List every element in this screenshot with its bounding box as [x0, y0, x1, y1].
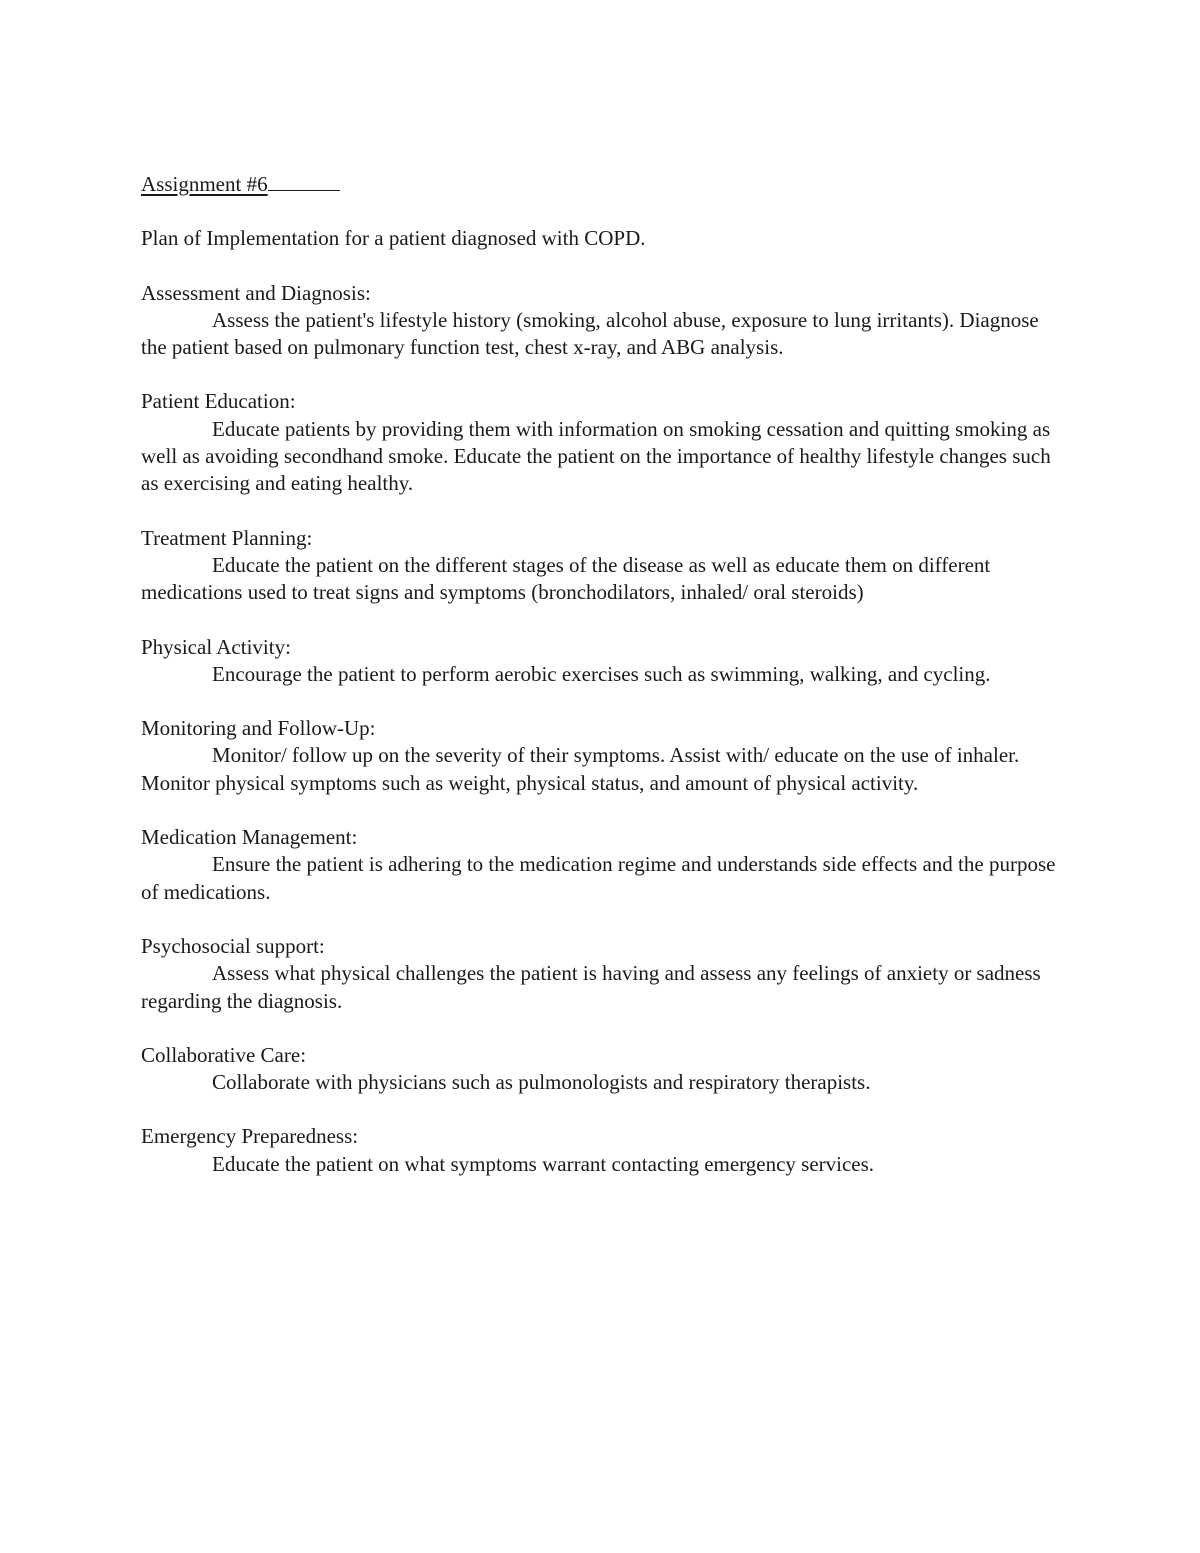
assignment-title-text: Assignment #6	[141, 172, 268, 196]
section-patient-education	[141, 388, 1061, 497]
section-body: Educate the patient on what symptoms warrant contacting emergency services.	[212, 1151, 875, 1176]
section-heading: Collaborative Care:	[141, 1042, 307, 1067]
section-body: Educate the patient on the different stages of the disease as well as educate them on different medications used to treat signs and symptoms (bronchodilators, inhaled/ oral steroids)	[141, 552, 991, 605]
section-assessment-diagnosis	[141, 280, 1061, 362]
section-body: Educate patients by providing them with information on smoking cessation and quitting smoking as well as avoiding secondhand smoke. Educate the patient on the importance of healthy lifestyle changes such as exercising and eating healthy.	[141, 416, 1051, 496]
section-body: Assess the patient's lifestyle history (smoking, alcohol abuse, exposure to lung irritants). Diagnose the patient based on pulmonary function test, chest x-ray, and ABG analysis.	[141, 307, 1039, 360]
section-body: Encourage the patient to perform aerobic exercises such as swimming, walking, and cycling.	[212, 661, 991, 686]
section-body: Monitor/ follow up on the severity of their symptoms. Assist with/ educate on the use of inhaler. Monitor physical symptoms such as weight, physical status, and amount of physical activity.	[141, 743, 1020, 795]
section-heading: Emergency Preparedness:	[141, 1124, 359, 1149]
intro-line: Plan of Implementation for a patient diagnosed with COPD.	[141, 226, 646, 251]
section-heading: Monitoring and Follow-Up:	[141, 716, 376, 741]
section-medication-management	[141, 824, 1061, 906]
document-content	[141, 170, 1061, 1178]
section-emergency-preparedness	[141, 1123, 1061, 1178]
section-physical-activity	[141, 634, 1061, 689]
section-psychosocial-support	[141, 933, 1061, 1015]
section-heading: Patient Education:	[141, 389, 296, 414]
section-heading: Medication Management:	[141, 825, 358, 850]
section-monitoring-follow-up	[141, 715, 1061, 797]
section-heading: Psychosocial support:	[141, 933, 325, 958]
section-heading: Treatment Planning:	[141, 525, 313, 550]
section-heading: Physical Activity:	[141, 634, 291, 659]
section-collaborative-care	[141, 1042, 1061, 1097]
section-body: Collaborate with physicians such as pulmonologists and respiratory therapists.	[212, 1070, 871, 1095]
title-underline-blank	[268, 170, 340, 191]
section-treatment-planning	[141, 525, 1061, 607]
section-heading: Assessment and Diagnosis:	[141, 280, 371, 305]
section-body: Ensure the patient is adhering to the medication regime and understands side effects and the purpose of medications.	[141, 852, 1056, 904]
section-body: Assess what physical challenges the patient is having and assess any feelings of anxiety or sadness regarding the diagnosis.	[141, 961, 1041, 1013]
assignment-title	[141, 170, 1061, 198]
